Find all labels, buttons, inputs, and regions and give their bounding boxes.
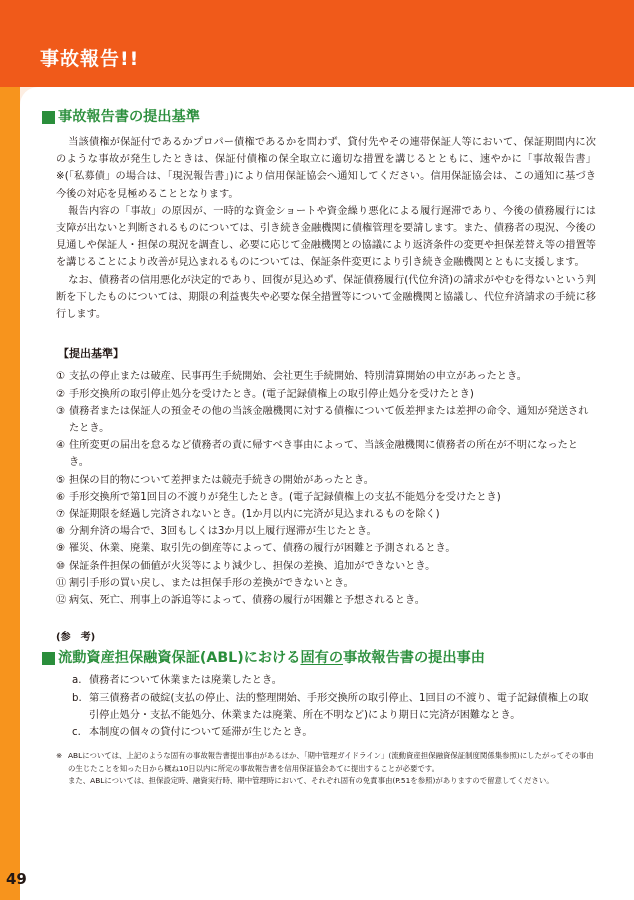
item-text: 手形交換所で第1回目の不渡りが発生したとき。(電子記録債権上の支払不能処分を受けたとき) [69,491,501,503]
item-text: 割引手形の買い戻し、または担保手形の差換ができないとき。 [69,577,354,589]
abl-title-post: 事故報告書の提出事由 [343,650,485,667]
left-side-strip [0,87,20,900]
item-number: ⑤ [56,474,66,486]
item-number: ② [56,388,66,400]
item-letter: c. [72,727,81,739]
section-title-text: 事故報告書の提出基準 [58,109,200,125]
main-content [56,107,596,788]
criteria-list [56,368,596,609]
list-item [56,592,596,609]
item-text: 担保の目的物について差押または競売手続きの開始があったとき。 [69,474,374,486]
reference-label: (参 考) [56,632,96,644]
note-text: ABLについては、上記のような固有の事故報告書提出事由があるほか、「期中管理ガイドライン」(流動資産担保融資保証制度関係集参照)にしたがってその事由の生じたことを知った日から概ね10日以内に所定の事故報告書を信用保証協会あてに提出することが必要です。 [68,751,594,773]
abl-title-underlined: 固有の [300,650,344,667]
abl-section-title [42,648,596,668]
item-text: 支払の停止または破産、民事再生手続開始、会社更生手続開始、特別清算開始の申立があったとき。 [69,371,527,383]
item-text: 手形交換所の取引停止処分を受けたとき。(電子記録債権上の取引停止処分を受けたとき) [69,388,474,400]
footnotes [56,750,596,787]
item-text: 債務者または保証人の預金その他の当該金融機関に対する債権について仮差押または差押の命令、通知が発送されたとき。 [69,405,589,435]
item-number: ⑩ [56,560,66,572]
item-number: ① [56,371,66,383]
abl-list [56,672,596,741]
note-mark: ※ [56,751,63,761]
list-item [56,523,596,540]
item-number: ④ [56,440,66,452]
abl-title-pre: 流動資産担保融資保証(ABL)における [58,650,301,667]
green-square-icon [42,652,55,665]
item-number: ⑥ [56,491,66,503]
list-item [56,472,596,489]
item-text: 分割弁済の場合で、3回もしくは3か月以上履行遅滞が生じたとき。 [69,526,377,538]
list-item [56,489,596,506]
page-title: 事故報告!! [40,48,140,70]
item-letter: a. [72,675,82,687]
list-item [56,558,596,575]
list-item [56,437,596,471]
item-number: ⑧ [56,526,66,538]
page-number: 49 [6,870,27,888]
section-title [42,107,596,127]
item-number: ⑪ [56,577,67,589]
criteria-heading: 【提出基準】 [58,347,124,361]
note-text: また、ABLについては、担保設定時、融資実行時、期中管理時において、それぞれ固有の免責事由(P.51を参照)がありますので留意してください。 [68,776,554,786]
list-item [56,506,596,523]
note-mark-spacer [56,775,68,787]
paragraph: なお、債務者の信用悪化が決定的であり、回復が見込めず、保証債務履行(代位弁済)の請求がやむを得ないという判断を下したものについては、期限の利益喪失や必要な保全措置等について金融機関と協議し、代位弁済請求の手続に移行します。 [56,274,596,321]
item-text: 債務者について休業または廃業したとき。 [89,675,282,687]
item-text: 病気、死亡、刑事上の訴追等によって、債務の履行が困難と予想されるとき。 [69,595,425,607]
item-text: 第三債務者の破綻(支払の停止、法的整理開始、手形交換所の取引停止、1回目の不渡り、電子記録債権上の取引停止処分・支払不能処分、休業または廃業、所在不明など)により期日に完済が困難なとき。 [89,692,589,721]
paragraph: 報告内容の「事故」の原因が、一時的な資金ショートや資金繰り悪化による履行遅滞であり、今後の債務履行には支障が出ないと判断されるものについては、引き続き金融機関に債権管理を要請します。また、債務者の現況、今後の見通しや保証人・担保の現況を調査し、必要に応じて金融機関との協議により返済条件の変更や担保差替え等の措置等を講じることにより改善が見込まれるものについては、保証条件変更により引き続き金融機関とともに支援します。 [56,205,596,269]
item-letter: b. [72,692,82,704]
item-number: ⑨ [56,543,66,555]
item-text: 保証期限を経過し完済されないとき。(1か月以内に完済が見込まれるものを除く) [69,509,440,521]
list-item [72,672,596,689]
footnote [56,775,596,787]
item-text: 罹災、休業、廃業、取引先の倒産等によって、債務の履行が困難と予測されるとき。 [69,543,456,555]
footnote [56,750,596,775]
list-item [72,724,596,741]
item-text: 住所変更の届出を怠るなど債務者の責に帰すべき事由によって、当該金融機関に債務者の所在が不明になったとき。 [69,440,578,469]
list-item [72,690,596,724]
list-item [56,540,596,557]
item-number: ⑫ [56,595,67,607]
list-item [56,575,596,592]
item-text: 本制度の個々の貸付について延滞が生じたとき。 [89,727,313,739]
intro-paragraphs [56,134,596,323]
list-item [56,386,596,403]
list-item [56,368,596,385]
item-text: 保証条件担保の価値が火災等により減少し、担保の差換、追加ができないとき。 [69,560,436,572]
item-number: ③ [56,405,66,417]
list-item [56,403,596,437]
green-square-icon [42,111,55,124]
paragraph: 当該債権が保証付であるかプロパー債権であるかを問わず、貸付先やその連帯保証人等において、保証期間内に次のような事故が発生したときは、保証付債権の保全取立に適切な措置を講じるとともに、速やかに「事故報告書」※(「私募債」の場合は、「現況報告書」)により信用保証協会へ通知してください。信用保証協会は、この通知に基づき今後の対応を見極めることとなります。 [56,137,596,200]
item-number: ⑦ [56,509,66,521]
